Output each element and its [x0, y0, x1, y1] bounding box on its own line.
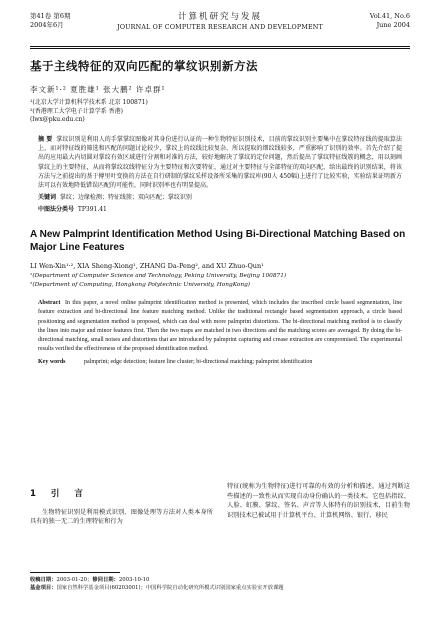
- abstract-text-cn: 掌纹识别是利用人的手掌掌纹图像对其身份进行认证的一种生物特征识别技术，目前的掌纹识别主要集中在掌纹特征线的提取算法上，而对特征线的筛选和匹配的问题讨论较少，掌纹上的纹线比较复杂，所以提取的细纹线较多，严重影响了识别的效率。首先介绍了提出的应用最大内切圆对掌纹有效区域进行分割和对准的方法，较好地解决了掌纹的定位问题，然后提出了掌纹特征线簇的概念，用以刻画掌纹上的主要特征，从而将掌纹纹线特征分为主要特征和次要特征，通过对主要特征与全部特征的双向匹配，给出最终的识别结果，将该方法与之前提出的基于傅里叶变换的方法在自行研制的掌纹采样设备所采集的掌纹库(90人 450幅)上进行了比较实验，实验结果证明新方法可以有效地降低错误匹配的可能性，同时识别率也有明显提高。: [38, 136, 402, 190]
- header-rule-thick: [30, 46, 410, 47]
- affiliation-en-1: ¹(Department of Computer Science and Technology, Peking University, Beijing 100871): [30, 273, 287, 280]
- abstract-label-cn: 摘 要: [38, 136, 53, 143]
- header-journal: [90, 10, 350, 31]
- body-columns: [30, 482, 410, 527]
- header-rule-thin: [30, 48, 410, 49]
- abstract-label-en: Abstract: [38, 300, 61, 307]
- body-column-left: [30, 482, 213, 527]
- journal-name-en: JOURNAL OF COMPUTER RESEARCH AND DEVELOPMENT: [117, 24, 323, 31]
- keywords-label-cn: 关键词: [38, 194, 57, 202]
- revised-date: 2003-10-10: [118, 577, 150, 583]
- footnote-rule: [30, 572, 120, 573]
- author-email: (lwx@pku.edu.cn): [30, 116, 85, 123]
- header-date-en: June 2004: [376, 21, 410, 29]
- authors-cn: 李文新¹·² 夏胜雄¹ 张大鹏² 许卓群¹: [30, 85, 166, 94]
- fund-text: 国家自然科学基金项目(60203001)；中国科学院自动化研究所模式识别国家重点实验室开放课题: [56, 585, 284, 591]
- paper-title-cn: 基于主线特征的双向匹配的掌纹识别新方法: [30, 59, 258, 73]
- header-volume-cn: 第41卷 第6期: [30, 12, 71, 20]
- clc-value: TP391.41: [77, 206, 107, 214]
- section-heading-intro: 1 引 言: [30, 489, 89, 499]
- keywords-text-cn: 掌纹；边缘检测；特征线簇；双向匹配；掌纹识别: [59, 194, 192, 202]
- journal-name-cn: 计算机研究与发展: [177, 12, 262, 22]
- front-matter: [30, 58, 410, 367]
- keywords-en: [38, 358, 402, 367]
- clc-label: 中图法分类号: [38, 206, 75, 214]
- keywords-label-en: Key words: [38, 359, 66, 366]
- received-label: 收稿日期：: [30, 577, 57, 583]
- keywords-text-en: palmprint; edge detection; feature line cluster; bi-directional matching; palmprint identification: [84, 359, 313, 366]
- abstract-text-en: In this paper, a novel online palmprint identification method is presented, which includes the inscribed circle based segmentation, line feature extraction and bi-directional line feature matching method. Unlike the traditional rectangle based segmentation approach, a circle based positioning and segmentation method is proposed, which can deal with more palmprint distortions. The bi-directional matching method is to classify the lines into major and minor features first. Then the two maps are matched in two directions and the matching scores are averaged. By doing the bi-directional matching, small noises and distortions that are introduced by palmprint capturing and crease extraction are compromised. The experimental results verified the effectiveness of the proposed identification method.: [38, 300, 402, 353]
- intro-text-right: 特征(统称为生物特征)进行可靠的有效的分析和描述，通过判断这些描述的一致性从而实现自动身份确认的一类技术。它包括指纹、人脸、虹膜、掌纹、签名、声音等人体特有的识别技术，目前生物识别技术已被试用于计算机平台、计算机网络、银行、移民: [227, 483, 410, 519]
- revised-label: 修回日期：: [92, 577, 119, 583]
- affiliation-cn-1: ¹(北京大学计算机科学技术系 北京 100871): [30, 99, 148, 106]
- affiliation-en-2: ²(Department of Computing, Hongkong Polytechnic University, HongKong): [30, 281, 251, 288]
- keywords-cn: [38, 193, 410, 202]
- abstract-cn: [38, 135, 402, 190]
- authors-en: LI Wen-Xin¹·², XIA Sheng-Xiong¹, ZHANG Da-Peng², and XU Zhuo-Qun¹: [30, 262, 264, 271]
- footnote-fund: [30, 584, 410, 592]
- footnote-dates: [30, 576, 410, 584]
- header-volume-en: Vol.41, No.6: [369, 12, 410, 20]
- affiliation-cn-2: ²(香港理工大学电子计算学系 香港): [30, 108, 123, 115]
- header-date-cn: 2004年6月: [30, 21, 64, 29]
- footnote: [30, 576, 410, 592]
- header-issue-en: [370, 12, 410, 30]
- intro-text-left: 生物特征识别是利用模式识别、图像处理等方法对人类本身所具有的独一无二的生理特征和行为: [30, 508, 213, 526]
- fund-label: 基金项目：: [30, 585, 57, 591]
- received-date: 2003-01-20；: [56, 577, 93, 583]
- header-issue: [30, 12, 70, 30]
- running-header: [30, 10, 410, 44]
- abstract-en: [38, 299, 402, 354]
- body-column-right: [227, 482, 410, 527]
- paper-title-en: A New Palmprint Identification Method Using Bi-Directional Matching Based on Major Line Features: [30, 229, 406, 254]
- classification-cn: [38, 205, 410, 214]
